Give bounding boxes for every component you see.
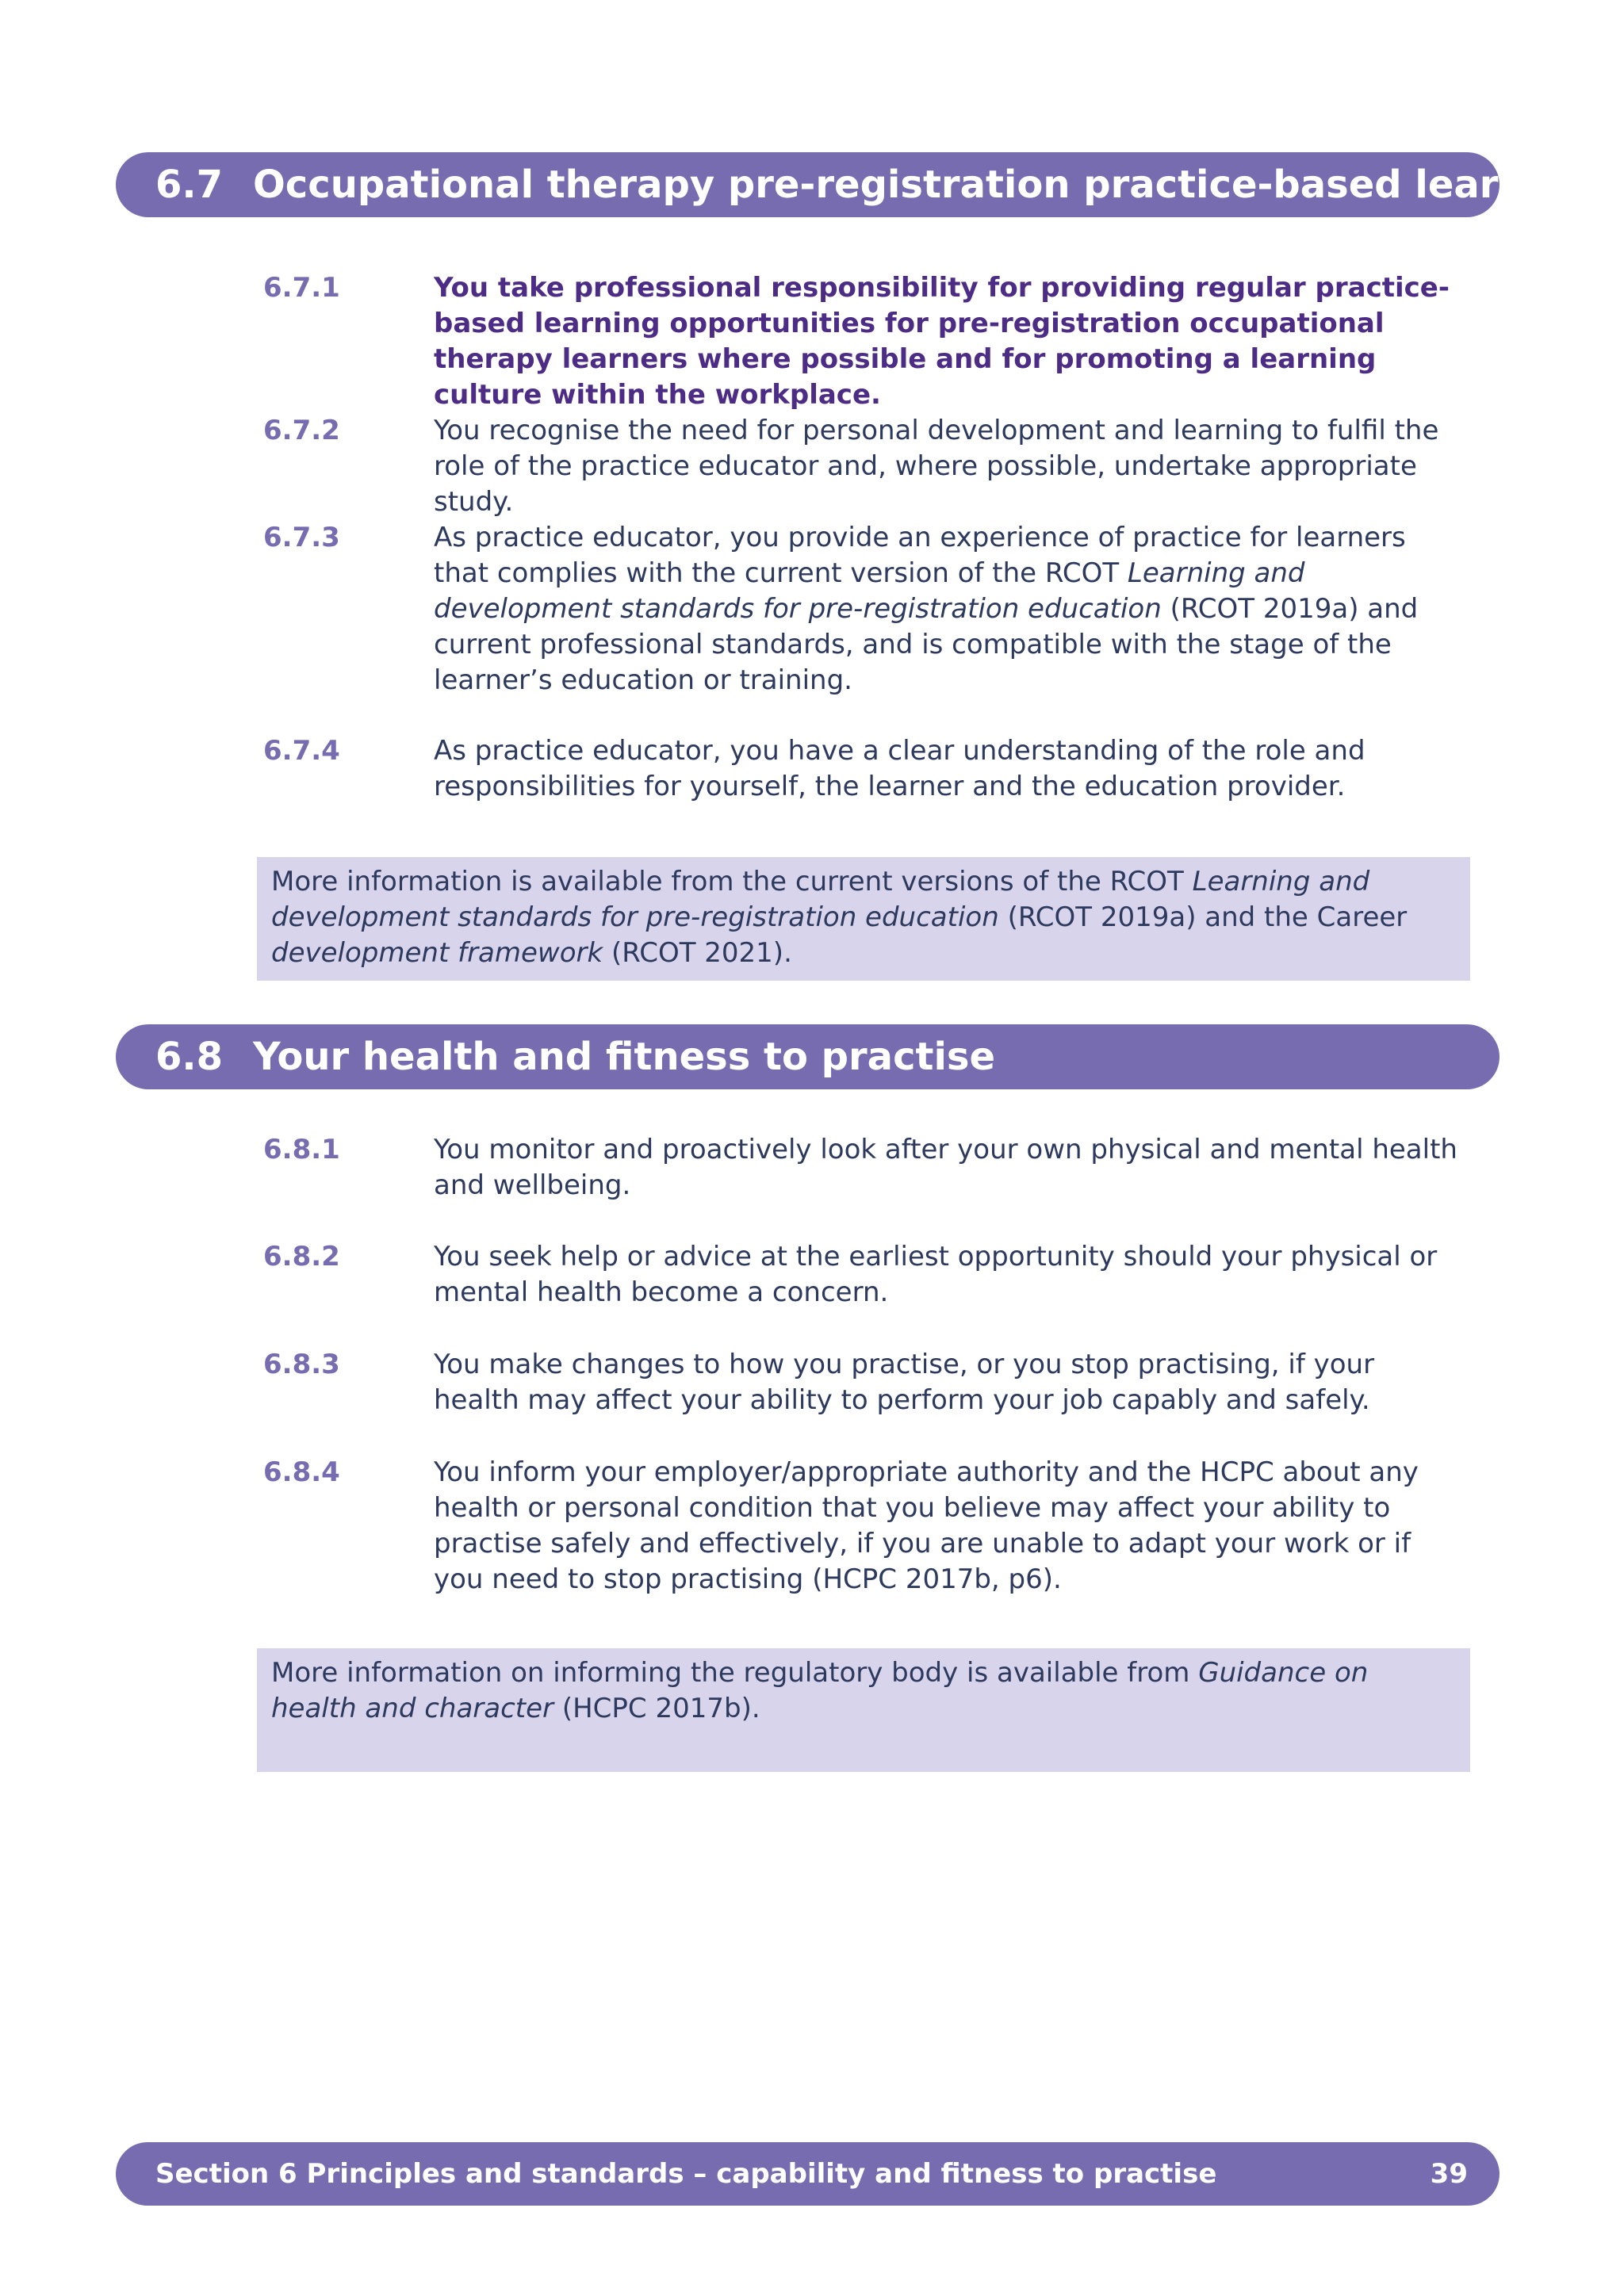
section-title: Occupational therapy pre-registration practice-based learning [253, 163, 1593, 207]
info-text-part: More information is available from the current versions of the RCOT [271, 866, 1193, 897]
item-text-part: (RCOT 2019a) and current professional standards, and is compatible with the stage of the learner’s education or training. [434, 593, 1419, 696]
info-text-part: (RCOT 2021). [603, 937, 792, 969]
item-number: 6.7.3 [263, 522, 340, 553]
item-text [434, 520, 1465, 698]
item-number: 6.8.2 [263, 1241, 340, 1272]
item-number: 6.7.1 [263, 272, 340, 304]
section-number: 6.7 [155, 163, 224, 207]
publication-title: development framework [271, 937, 603, 969]
section-heading-6-8 [116, 1024, 1500, 1089]
item-text: You inform your employer/appropriate authority and the HCPC about any health or personal condition that you believe may affect your ability to practise safely and effectively, if you are unable to adapt your work or if you need to stop practising (HCPC 2017b, p6). [434, 1456, 1419, 1595]
info-box-6-8 [257, 1648, 1470, 1772]
info-text-part: (RCOT 2019a) and the Career [998, 901, 1408, 933]
item-number: 6.8.3 [263, 1349, 340, 1380]
page-number: 39 [1430, 2158, 1468, 2190]
item-text: You recognise the need for personal development and learning to fulfil the role of the practice educator and, where possible, undertake appropriate study. [434, 415, 1439, 518]
item-text: You monitor and proactively look after your own physical and mental health and wellbeing. [434, 1134, 1457, 1201]
footer-section-title: Section 6 Principles and standards – capability and fitness to practise [155, 2158, 1217, 2190]
item-text: You take professional responsibility for providing regular practice-based learning opportunities for pre-registration occupational therapy learners where possible and for promoting a learning culture within the workplace. [434, 272, 1450, 411]
item-text: As practice educator, you have a clear understanding of the role and responsibilities for yourself, the learner and the education provider. [434, 735, 1365, 802]
item-number: 6.8.4 [263, 1456, 340, 1488]
page-footer [116, 2142, 1500, 2206]
item-number: 6.7.4 [263, 735, 340, 767]
section-heading-6-7 [116, 152, 1593, 217]
section-number: 6.8 [155, 1035, 224, 1079]
item-text: You seek help or advice at the earliest opportunity should your physical or mental health become a concern. [434, 1241, 1438, 1308]
item-text-part: As practice educator, you provide an experience of practice for learners that complies with the current version of the RCOT [434, 522, 1406, 589]
publication-title: Guidance on health and character [271, 1657, 1369, 1724]
info-text-part: More information on informing the regulatory body is available from [271, 1657, 1199, 1689]
publication-title: Learning and development standards for pre-registration education [271, 866, 1370, 933]
item-number: 6.8.1 [263, 1134, 340, 1165]
info-text-part: (HCPC 2017b). [553, 1693, 760, 1724]
info-box-6-7 [257, 857, 1470, 981]
item-text: You make changes to how you practise, or you stop practising, if your health may affect your ability to perform your job capably and safely. [434, 1349, 1375, 1416]
publication-title: Learning and development standards for pre-registration education [434, 557, 1305, 625]
item-number: 6.7.2 [263, 415, 340, 446]
section-title: Your health and fitness to practise [253, 1035, 996, 1079]
